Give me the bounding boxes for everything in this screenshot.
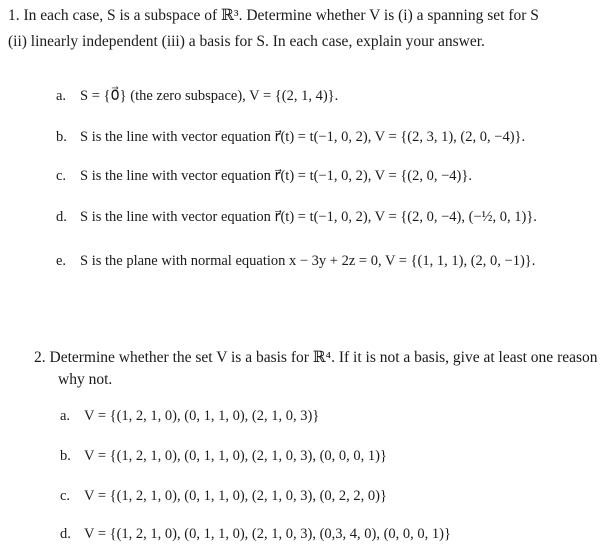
problem-1-intro-line-2: (ii) linearly independent (iii) a basis for S. In each case, explain your answer. xyxy=(8,33,485,50)
problem-1-intro-line-1: 1. In each case, S is a subspace of ℝ³. Determine whether V is (i) a spanning set for S xyxy=(8,7,539,24)
part-label: b. xyxy=(56,129,67,145)
part-label: a. xyxy=(60,408,71,424)
part-text: V = {(1, 2, 1, 0), (0, 1, 1, 0), (2, 1, 0, 3), (0, 2, 2, 0)} xyxy=(84,488,387,504)
part-label: d. xyxy=(56,209,67,225)
problem-1-part-d xyxy=(56,207,537,227)
part-text: S is the line with vector equation r⃗(t) = t(−1, 0, 2), V = {(2, 0, −4)}. xyxy=(80,168,472,184)
problem-2-intro-line-1: 2. Determine whether the set V is a basis for ℝ⁴. If it is not a basis, give at least one reason xyxy=(34,349,598,366)
problem-1-part-c xyxy=(56,166,472,186)
part-label: c. xyxy=(60,488,71,504)
part-text: S is the line with vector equation r⃗(t) = t(−1, 0, 2), V = {(2, 0, −4), (−½, 0, 1)}. xyxy=(80,209,537,225)
problem-2-part-c xyxy=(60,486,387,506)
problem-2-part-b xyxy=(60,446,387,466)
part-text: V = {(1, 2, 1, 0), (0, 1, 1, 0), (2, 1, 0, 3)} xyxy=(84,408,320,424)
part-text: S is the plane with normal equation x − 3y + 2z = 0, V = {(1, 1, 1), (2, 0, −1)}. xyxy=(80,253,536,269)
problem-1-part-a xyxy=(56,86,338,106)
part-label: d. xyxy=(60,526,71,542)
part-label: a. xyxy=(56,88,67,104)
problem-2-part-a xyxy=(60,406,319,426)
part-text: V = {(1, 2, 1, 0), (0, 1, 1, 0), (2, 1, 0, 3), (0,3, 4, 0), (0, 0, 0, 1)} xyxy=(84,526,451,542)
part-text: S = {0⃗} (the zero subspace), V = {(2, 1, 4)}. xyxy=(80,88,339,104)
part-label: c. xyxy=(56,168,67,184)
problem-1-part-e xyxy=(56,251,535,271)
problem-2-intro-line-2: why not. xyxy=(58,371,113,388)
problem-1-part-b xyxy=(56,127,525,147)
part-text: V = {(1, 2, 1, 0), (0, 1, 1, 0), (2, 1, 0, 3), (0, 0, 0, 1)} xyxy=(84,448,387,464)
problem-2-part-d xyxy=(60,524,451,544)
part-text: S is the line with vector equation r⃗(t) = t(−1, 0, 2), V = {(2, 3, 1), (2, 0, −4)}. xyxy=(80,129,526,145)
part-label: e. xyxy=(56,253,67,269)
part-label: b. xyxy=(60,448,71,464)
